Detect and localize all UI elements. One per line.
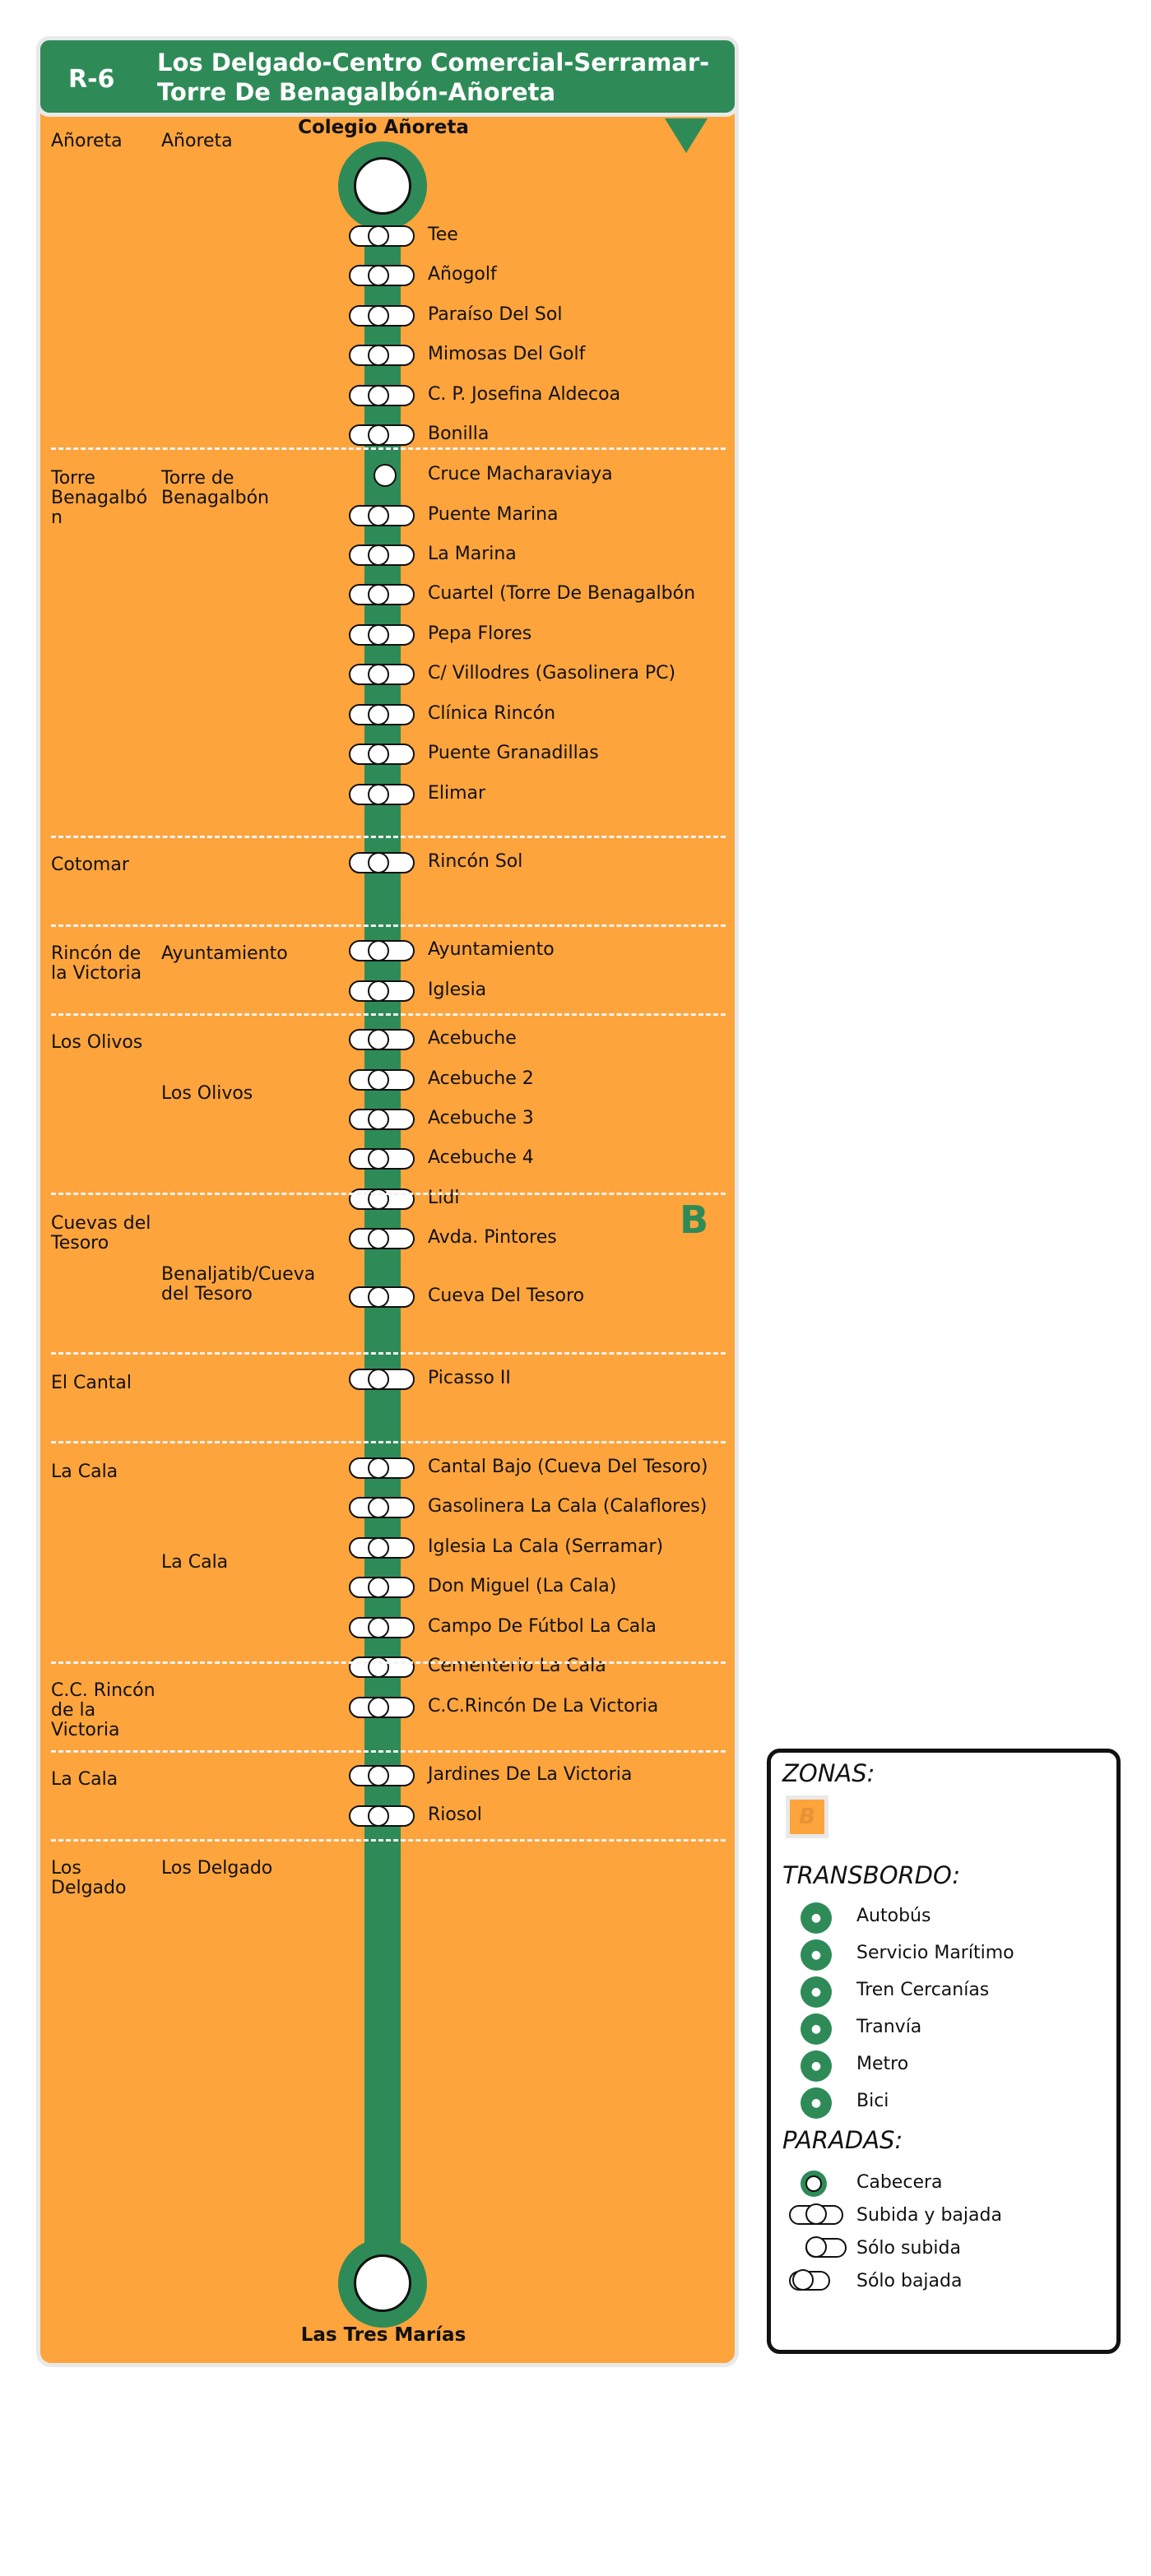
- stop-pill-circle: [368, 345, 389, 366]
- legend-transfer-label: Bici: [856, 2091, 889, 2111]
- stop-marker-icon: [349, 305, 416, 327]
- stop-marker-icon: [349, 225, 416, 247]
- destination-label: Las Tres Marías: [300, 2324, 466, 2346]
- zone-divider: [51, 1839, 726, 1842]
- stop-marker-icon: [349, 1286, 416, 1308]
- stop-pill-circle: [368, 265, 389, 286]
- origin-label: Colegio Añoreta: [298, 117, 469, 138]
- route-header: [36, 36, 739, 117]
- zone-name: C.C. Rincón de la Victoria: [51, 1680, 155, 1740]
- zone-name: Rincón de la Victoria: [51, 943, 142, 984]
- stop-pill-circle: [368, 1029, 389, 1050]
- legend-pill-circle: [792, 2269, 814, 2291]
- stop-pill-circle: [368, 784, 389, 805]
- stop-marker-icon: [349, 1577, 416, 1598]
- ship-icon: ●: [801, 1939, 832, 1971]
- stop-marker-icon: [349, 1537, 416, 1559]
- legend-zone-swatch: B: [786, 1795, 828, 1838]
- stop-pill-circle: [368, 1286, 389, 1308]
- legend-transfer-label: Servicio Marítimo: [856, 1943, 1014, 1963]
- zone-divider: [51, 1013, 726, 1016]
- legend-transfer-label: Tren Cercanías: [856, 1980, 990, 2000]
- legend-transfer-heading: TRANSBORDO:: [782, 1861, 961, 1889]
- zone-divider: [51, 1750, 726, 1753]
- stop-name: Bonilla: [428, 424, 490, 444]
- stop-name: Gasolinera La Cala (Calaflores): [428, 1496, 708, 1517]
- stop-name: Puente Granadillas: [428, 743, 599, 763]
- stop-name: Paraíso Del Sol: [428, 304, 563, 325]
- tram-icon: ●: [801, 2013, 832, 2045]
- legend: [767, 1749, 1121, 2354]
- zone-name: Cuevas del Tesoro: [51, 1213, 151, 1253]
- stop-marker-icon: [349, 584, 416, 605]
- zone-name: Los Delgado: [51, 1858, 127, 1898]
- head-sample-ring: [801, 2171, 827, 2197]
- route-title-line-1: Los Delgado-Centro Comercial-Serramar-: [157, 49, 710, 76]
- stop-name: Don Miguel (La Cala): [428, 1576, 617, 1596]
- stop-marker-icon: [349, 624, 416, 646]
- stop-name: Rincón Sol: [428, 851, 523, 872]
- stop-pill-circle: [368, 1109, 389, 1130]
- stop-pill-circle: [368, 852, 389, 873]
- legend-pill-circle: [805, 2236, 827, 2258]
- stop-name: Campo De Fútbol La Cala: [428, 1616, 657, 1637]
- zone-name: El Cantal: [51, 1373, 132, 1393]
- locality-name: Los Delgado: [161, 1858, 273, 1879]
- stop-marker-icon: [349, 1617, 416, 1638]
- legend-zones-heading: ZONAS:: [782, 1759, 875, 1787]
- stop-pill-circle: [368, 1697, 389, 1718]
- zone-name: Los Olivos: [51, 1032, 143, 1053]
- route-code: R-6: [68, 65, 115, 94]
- locality-name: Torre de Benagalbón: [161, 468, 269, 508]
- stop-name: C.C.Rincón De La Victoria: [428, 1696, 659, 1717]
- route-title-line-2: Torre De Benagalbón-Añoreta: [157, 78, 556, 106]
- stop-name: La Marina: [428, 544, 517, 564]
- stop-marker-icon: [349, 1228, 416, 1249]
- stop-marker-icon: [349, 1805, 416, 1827]
- stop-name: Acebuche 2: [428, 1068, 534, 1089]
- legend-stop-type-label: Sólo subida: [856, 2238, 961, 2259]
- stop-name: Añogolf: [428, 264, 497, 285]
- stop-pill-circle: [368, 940, 389, 961]
- stop-pill-circle: [368, 1148, 389, 1170]
- alight-stop-icon: [787, 2269, 845, 2292]
- stop-pill-circle: [368, 744, 389, 765]
- origin-head-stop-icon: [338, 141, 427, 230]
- stop-marker-icon: [349, 1369, 416, 1390]
- stop-pill-circle: [368, 1617, 389, 1638]
- stop-name: Cementerio La Cala: [428, 1656, 606, 1676]
- stop-marker-icon: [349, 1697, 416, 1718]
- stop-name: Acebuche 4: [428, 1147, 534, 1168]
- stop-name: Cuartel (Torre De Benagalbón: [428, 583, 696, 604]
- direction-arrow-icon: [665, 118, 708, 153]
- stop-pill-circle: [368, 1537, 389, 1559]
- stop-pill-circle: [368, 424, 389, 446]
- stop-name: Cantal Bajo (Cueva Del Tesoro): [428, 1457, 708, 1477]
- stop-marker-icon: [349, 940, 416, 961]
- legend-stop-type-label: Cabecera: [856, 2172, 943, 2193]
- both-stop-icon: [787, 2203, 845, 2226]
- zone-name: La Cala: [51, 1769, 118, 1790]
- stop-marker-icon: [349, 1188, 416, 1210]
- stop-pill-circle: [368, 664, 389, 685]
- legend-transfer-label: Autobús: [856, 1906, 931, 1926]
- stop-name: C/ Villodres (Gasolinera PC): [428, 663, 676, 683]
- stop-name: Iglesia La Cala (Serramar): [428, 1536, 664, 1557]
- locality-name: Añoreta: [161, 131, 233, 151]
- stop-name: Tee: [428, 225, 458, 245]
- stop-name: Acebuche 3: [428, 1108, 534, 1128]
- stop-name: Cueva Del Tesoro: [428, 1286, 585, 1306]
- zone-name: Torre Benagalbó n: [51, 468, 148, 528]
- stop-marker-icon: [349, 1069, 416, 1091]
- stop-pill-circle: [368, 1577, 389, 1598]
- stop-pill-circle: [368, 1457, 389, 1479]
- stop-pill-circle: [368, 1656, 389, 1678]
- stop-marker-icon: [349, 385, 416, 406]
- stop-marker-icon: [349, 424, 416, 446]
- stop-name: Picasso II: [428, 1368, 511, 1388]
- stop-pill-circle: [368, 584, 389, 605]
- stop-marker-icon: [349, 1656, 416, 1678]
- stop-name: C. P. Josefina Aldecoa: [428, 384, 621, 405]
- stop-pill-circle: [368, 1369, 389, 1390]
- stop-marker-icon: [349, 265, 416, 286]
- stop-marker-icon: [349, 784, 416, 805]
- stop-name: Puente Marina: [428, 504, 559, 525]
- stop-name: Cruce Macharaviaya: [428, 464, 613, 484]
- stop-marker-icon: [349, 544, 416, 566]
- stop-marker-icon: [349, 704, 416, 725]
- board-only-circle: [374, 464, 397, 487]
- stop-pill-circle: [368, 980, 389, 1002]
- legend-stop-type-label: Subida y bajada: [856, 2205, 1002, 2226]
- stop-name: Iglesia: [428, 980, 487, 1000]
- stop-pill-circle: [368, 1497, 389, 1518]
- stop-marker-icon: [349, 852, 416, 873]
- stop-pill-circle: [368, 305, 389, 327]
- zone-divider: [51, 447, 726, 450]
- stop-pill-circle: [368, 1765, 389, 1786]
- bike-icon: ●: [801, 2087, 832, 2119]
- metro-icon: ●: [801, 2050, 832, 2082]
- legend-stops-heading: PARADAS:: [782, 2126, 903, 2154]
- stop-name: Elimar: [428, 783, 486, 804]
- stop-marker-icon: [349, 1109, 416, 1130]
- legend-pill-circle: [805, 2203, 827, 2225]
- locality-name: Benaljatib/Cueva del Tesoro: [161, 1264, 316, 1304]
- zone-name: La Cala: [51, 1462, 118, 1482]
- bus-icon: ●: [801, 1902, 832, 1934]
- stop-pill-circle: [368, 1228, 389, 1249]
- stop-pill-circle: [368, 624, 389, 646]
- stop-marker-icon: [349, 1497, 416, 1518]
- stop-name: Jardines De La Victoria: [428, 1764, 633, 1785]
- head-sample-inner: [805, 2175, 822, 2192]
- stop-name: Avda. Pintores: [428, 1227, 557, 1248]
- legend-stop-type-label: Sólo bajada: [856, 2271, 963, 2291]
- zone-divider: [51, 1352, 726, 1355]
- stop-pill-circle: [368, 1069, 389, 1091]
- stop-pill-circle: [368, 1805, 389, 1827]
- zone-divider: [51, 924, 726, 927]
- stop-marker-icon: [349, 744, 416, 765]
- train-icon: ●: [801, 1976, 832, 2008]
- zone-divider: [51, 1441, 726, 1443]
- legend-transfer-label: Tranvía: [856, 2017, 922, 2037]
- stop-name: Lidl: [428, 1188, 460, 1208]
- locality-name: La Cala: [161, 1552, 229, 1573]
- stop-name: Ayuntamiento: [428, 939, 555, 960]
- stop-name: Riosol: [428, 1805, 482, 1825]
- board-stop-icon: [787, 2236, 845, 2259]
- stop-pill-circle: [368, 505, 389, 526]
- stop-pill-circle: [368, 385, 389, 406]
- stop-marker-icon: [349, 1029, 416, 1050]
- stop-pill-circle: [368, 1188, 389, 1210]
- stop-marker-icon: [349, 1457, 416, 1479]
- stop-marker-icon: [349, 505, 416, 526]
- stop-marker-icon: [349, 664, 416, 685]
- stop-marker-icon: [349, 345, 416, 366]
- stop-pill-circle: [368, 704, 389, 725]
- stop-marker-icon: [349, 465, 416, 486]
- zone-name: Añoreta: [51, 131, 123, 151]
- zone-name: Cotomar: [51, 855, 129, 875]
- stop-marker-icon: [349, 1765, 416, 1786]
- stop-pill-circle: [368, 225, 389, 247]
- zone-letter: B: [680, 1198, 709, 1242]
- stop-name: Clínica Rincón: [428, 703, 556, 724]
- stop-name: Pepa Flores: [428, 623, 532, 644]
- zone-divider: [51, 1661, 726, 1664]
- zone-divider: [51, 836, 726, 838]
- stop-pill-circle: [368, 544, 389, 566]
- locality-name: Ayuntamiento: [161, 943, 288, 964]
- stop-name: Acebuche: [428, 1028, 517, 1049]
- stop-marker-icon: [349, 980, 416, 1002]
- legend-transfer-label: Metro: [856, 2054, 909, 2074]
- zone-divider: [51, 1193, 726, 1195]
- head-stop-icon: [787, 2171, 845, 2194]
- destination-head-stop-icon: [338, 2239, 427, 2328]
- locality-name: Los Olivos: [161, 1083, 253, 1104]
- stop-marker-icon: [349, 1148, 416, 1170]
- stop-name: Mimosas Del Golf: [428, 344, 586, 364]
